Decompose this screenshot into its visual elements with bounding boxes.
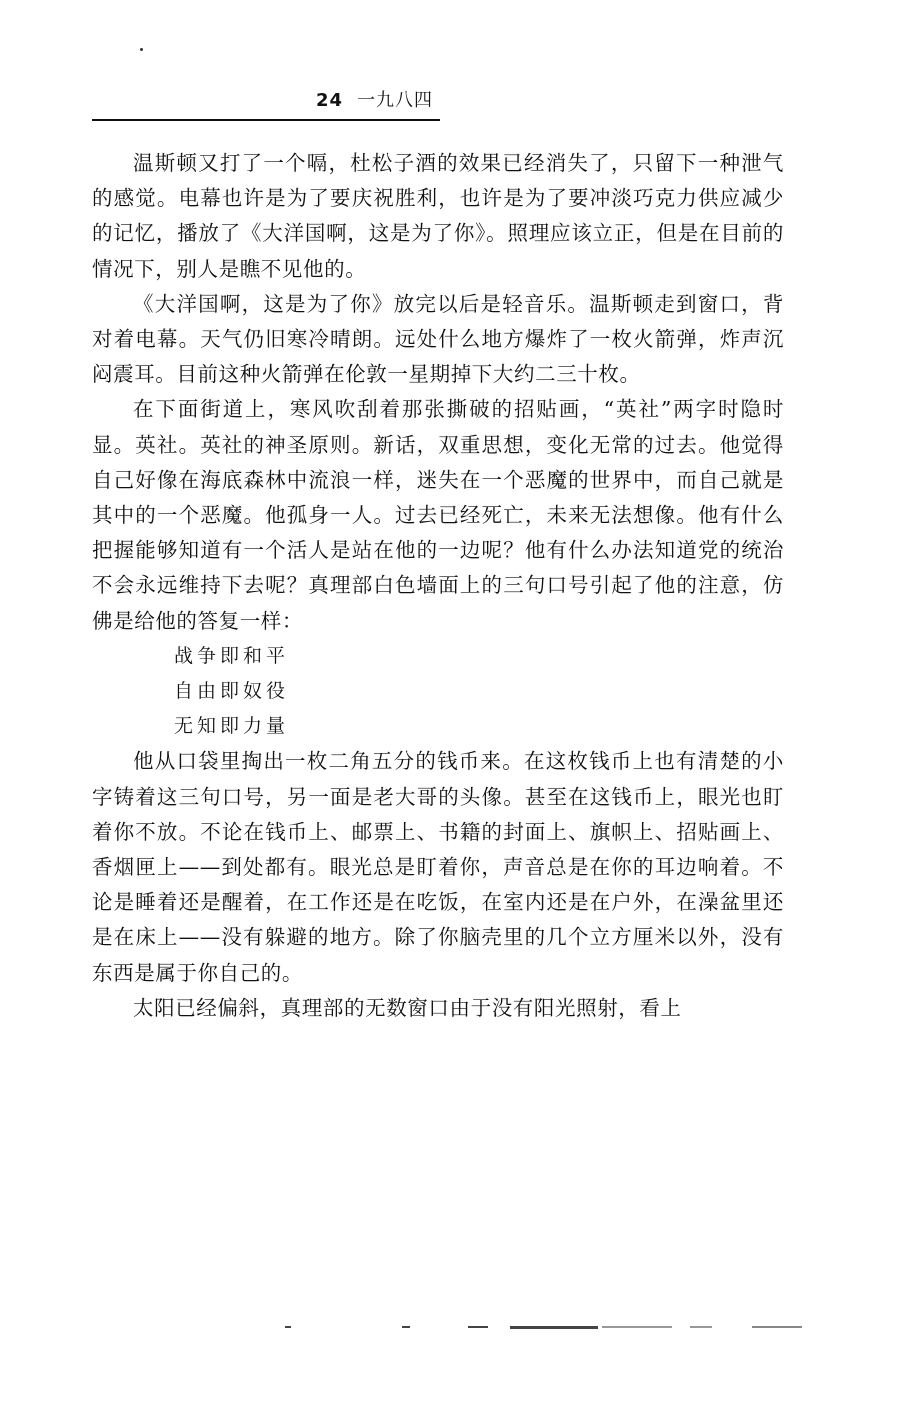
paragraph: 《大洋国啊，这是为了你》放完以后是轻音乐。温斯顿走到窗口，背对着电幕。天气仍旧寒冷晴朗。远处什么地方爆炸了一枚火箭弹，炸声沉闷震耳。目前这种火箭弹在伦敦一星期掉下大约二三十枚。 (92, 291, 784, 387)
scan-artifact (602, 1326, 672, 1328)
scan-artifact (468, 1326, 488, 1328)
header-rule (92, 119, 440, 121)
scan-speck (140, 48, 143, 51)
slogan-line: 自由即奴役 (174, 680, 290, 703)
slogan-line: 无知即力量 (174, 715, 290, 738)
paragraph: 他从口袋里掏出一枚二角五分的钱币来。在这枚钱币上也有清楚的小字铸着这三句口号，另一面是老大哥的头像。甚至在这钱币上，眼光也盯着你不放。不论在钱币上、邮票上、书籍的封面上、旗帜上、招贴画上、香烟匣上——到处都有。眼光总是盯着你，声音总是在你的耳边响着。不论是睡着还是醒着，在工作还是在吃饭，在室内还是在户外，在澡盆里还是在床上——没有躲避的地方。除了你脑壳里的几个立方厘米以外，没有东西是属于你自己的。 (92, 749, 784, 985)
page-body (92, 146, 784, 1026)
scan-artifact (510, 1326, 598, 1329)
scan-artifact (690, 1326, 712, 1328)
paragraph: 太阳已经偏斜，真理部的无数窗口由于没有阳光照射，看上 (133, 995, 682, 1020)
scan-artifact (285, 1326, 291, 1328)
page-number: 24 (316, 90, 344, 111)
paragraph: 温斯顿又打了一个嗝，杜松子酒的效果已经消失了，只留下一种泄气的感觉。电幕也许是为了要庆祝胜利，也许是为了要冲淡巧克力供应减少的记忆，播放了《大洋国啊，这是为了你》。照理应该立正，但是在目前的情况下，别人是瞧不见他的。 (92, 151, 784, 281)
running-header (316, 86, 433, 112)
scan-artifact (752, 1326, 802, 1328)
paragraph: 在下面街道上，寒风吹刮着那张撕破的招贴画，“英社”两字时隐时显。英社。英社的神圣原则。新话，双重思想，变化无常的过去。他觉得自己好像在海底森林中流浪一样，迷失在一个恶魔的世界中，而自己就是其中的一个恶魔。他孤身一人。过去已经死亡，未来无法想像。他有什么把握能够知道有一个活人是站在他的一边呢？他有什么办法知道党的统治不会永远维持下去呢？真理部白色墙面上的三句口号引起了他的注意，仿佛是给他的答复一样： (92, 397, 784, 633)
slogan-line: 战争即和平 (174, 644, 290, 667)
scan-artifact (402, 1326, 410, 1328)
book-title: 一九八四 (357, 90, 434, 111)
